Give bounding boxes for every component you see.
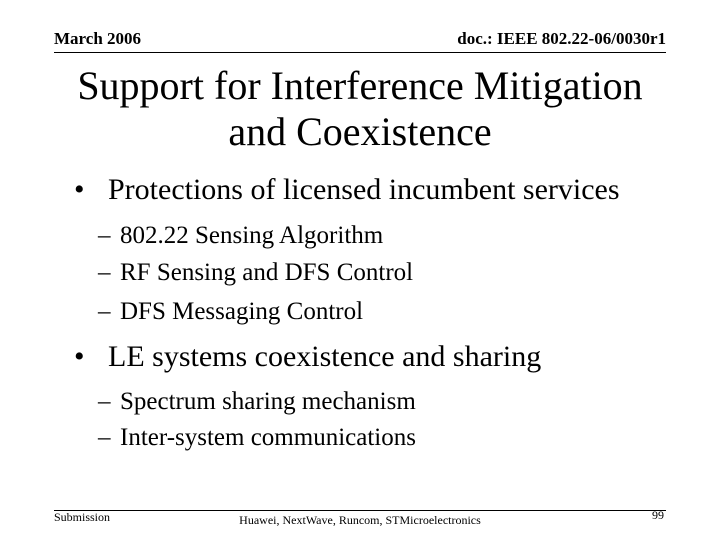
sub-bullet-text: Spectrum sharing mechanism (120, 388, 416, 415)
slide-title-line-1: Support for Interference Mitigation (77, 63, 643, 108)
bullet-text: LE systems coexistence and sharing (108, 340, 542, 373)
slide-title (40, 63, 680, 155)
header-doc-id: doc.: IEEE 802.22-06/0030r1 (457, 29, 666, 48)
header-date: March 2006 (54, 29, 142, 48)
bullet-item (74, 173, 620, 207)
dash-icon: – (98, 259, 111, 286)
header-divider (54, 52, 666, 53)
dash-icon: – (98, 222, 111, 249)
sub-bullet-item (98, 388, 416, 416)
sub-bullet-item (98, 424, 416, 452)
bullet-dot-icon: • (74, 173, 85, 206)
dash-icon: – (98, 424, 111, 451)
sub-bullet-text: RF Sensing and DFS Control (120, 259, 414, 286)
sub-bullet-item (98, 259, 413, 287)
dash-icon: – (98, 388, 111, 415)
bullet-item (74, 340, 541, 374)
sub-bullet-item (98, 222, 383, 250)
sub-bullet-item (98, 298, 363, 326)
footer-authors: Huawei, NextWave, Runcom, STMicroelectronics (239, 513, 481, 527)
footer-page-number: 99 (652, 508, 664, 522)
footer-divider (54, 510, 666, 511)
sub-bullet-text: Inter-system communications (120, 424, 416, 451)
slide-title-line-2: and Coexistence (228, 109, 492, 154)
sub-bullet-text: DFS Messaging Control (120, 298, 364, 325)
footer-submission: Submission (54, 510, 111, 524)
dash-icon: – (98, 298, 111, 325)
sub-bullet-text: 802.22 Sensing Algorithm (120, 222, 384, 249)
bullet-text: Protections of licensed incumbent services (108, 173, 620, 206)
bullet-dot-icon: • (74, 340, 85, 373)
